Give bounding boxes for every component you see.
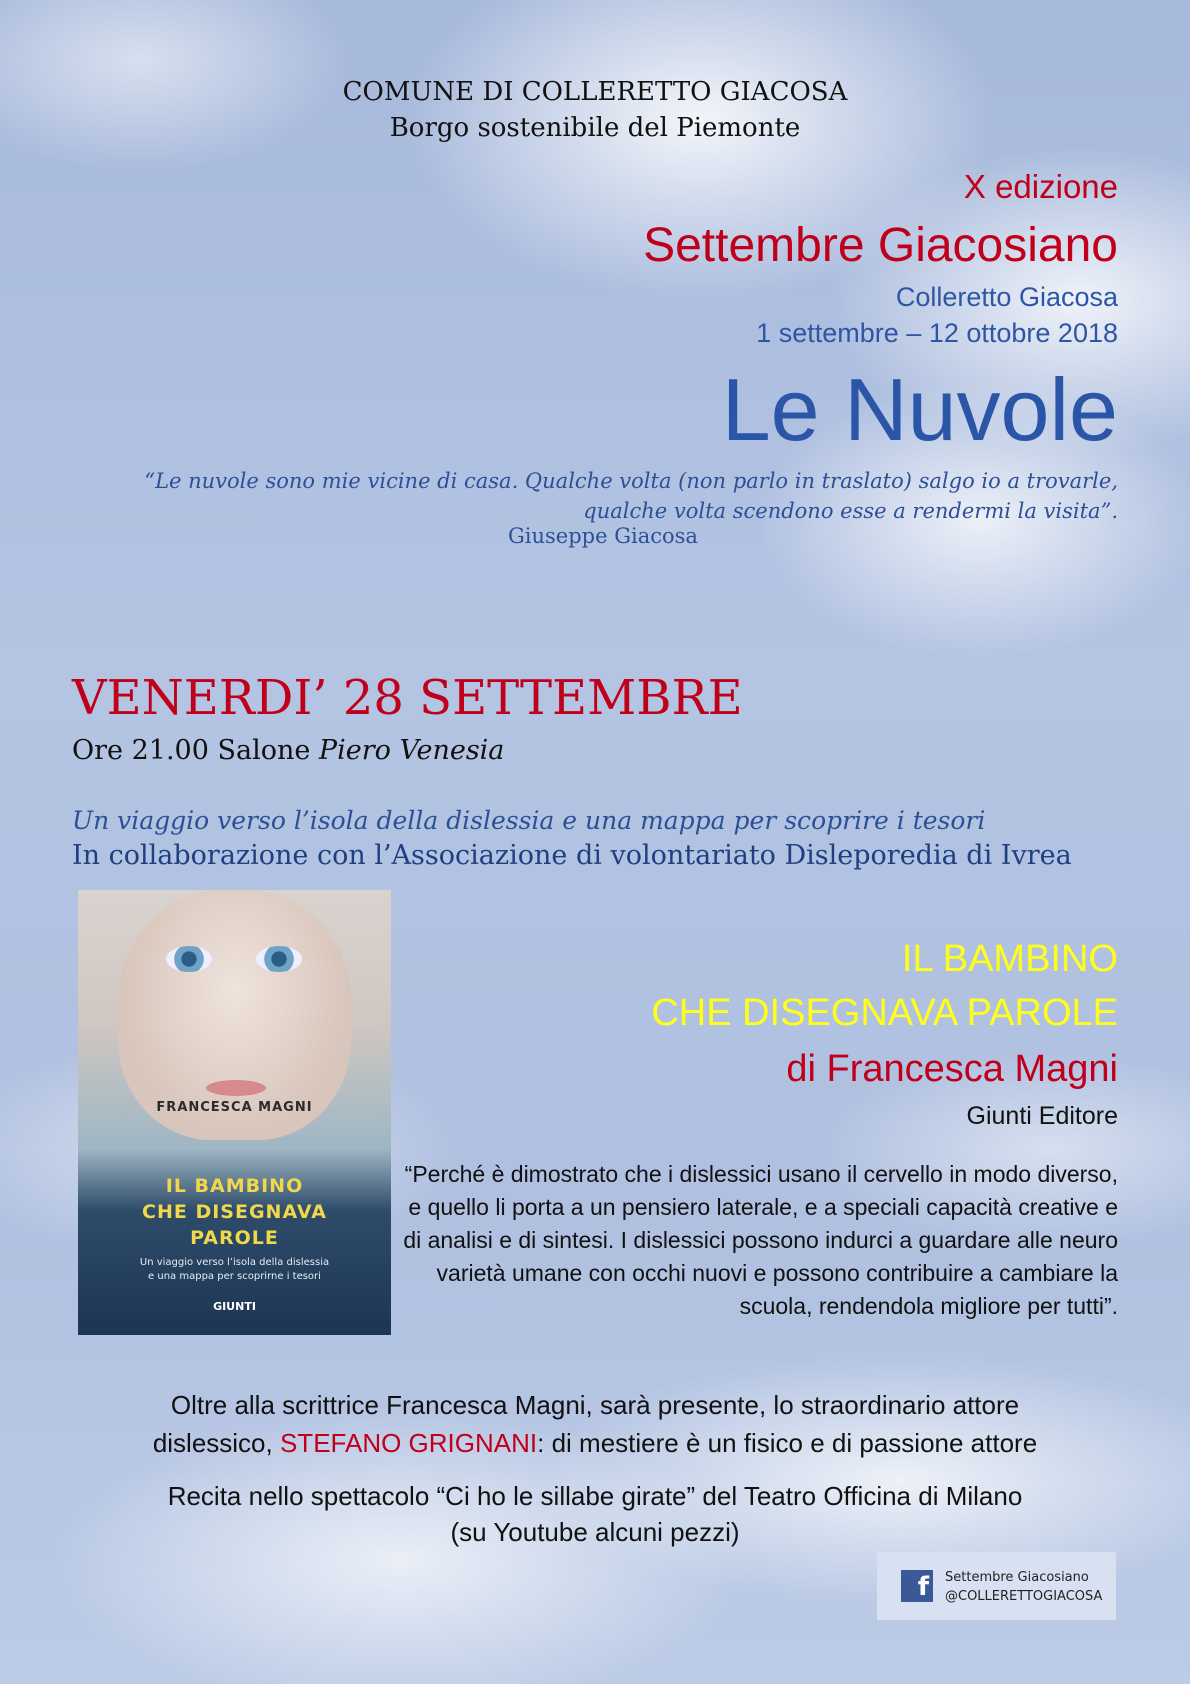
municipality-tagline: Borgo sostenibile del Piemonte <box>389 113 801 143</box>
cover-subtitle: Un viaggio verso l’isola della dislessia e una mappa per scoprirne i tesori <box>139 1257 330 1282</box>
facebook-icon: f <box>901 1570 933 1602</box>
facebook-badge[interactable] <box>877 1552 1116 1620</box>
guest-announcement <box>0 1386 1190 1462</box>
guest-name: STEFANO GRIGNANI <box>279 1428 538 1458</box>
cover-author: FRANCESCA MAGNI <box>156 1100 313 1115</box>
facebook-page-name: Settembre Giacosiano <box>945 1570 1089 1585</box>
show-line-1: Recita nello spettacolo “Ci ho le sillabe girate” del Teatro Officina di Milano <box>167 1481 1023 1511</box>
quote-author: Giuseppe Giacosa <box>508 524 698 548</box>
book-quote: “Perché è dimostrato che i dislessici usano il cervello in modo diverso, e quello li porta a un pensiero laterale, e a speciali capacità creative e di analisi e di sintesi. I dislessici possono indurci a guardare alle neuro varietà umane con occhi nuovi e possono contribuire a cambiare la scuola, rendendola migliore per tutti”. <box>403 1161 1118 1319</box>
giacosa-quote <box>138 466 1118 526</box>
guest-suffix: : di mestiere è un fisico e di passione attore <box>537 1428 1038 1458</box>
book-cover-image <box>78 890 391 1335</box>
guest-line-2 <box>0 1424 1190 1462</box>
festival-place: Colleretto Giacosa <box>895 282 1118 312</box>
event-time-prefix: Ore 21.00 Salone <box>72 735 319 766</box>
show-info <box>0 1478 1190 1550</box>
event-time <box>72 735 504 766</box>
event-day: VENERDI’ 28 SETTEMBRE <box>72 670 743 726</box>
facebook-handle: @COLLERETTOGIACOSA <box>945 1589 1103 1604</box>
show-line-2: (su Youtube alcuni pezzi) <box>450 1517 740 1547</box>
book-publisher: Giunti Editore <box>966 1102 1118 1130</box>
quote-line-1: “Le nuvole sono mie vicine di casa. Qualche volta (non parlo in traslato) salgo io a trovarle, <box>144 469 1118 493</box>
festival-dates: 1 settembre – 12 ottobre 2018 <box>756 318 1118 348</box>
book-title-line-2: CHE DISEGNAVA PAROLE <box>651 992 1118 1034</box>
event-venue: Piero Venesia <box>318 735 505 766</box>
edition-label: X edizione <box>963 168 1118 205</box>
cover-mouth <box>206 1080 266 1096</box>
festival-name: Settembre Giacosiano <box>643 219 1118 272</box>
cover-title: IL BAMBINO CHE DISEGNAVA PAROLE <box>142 1175 327 1249</box>
guest-line-1: Oltre alla scrittrice Francesca Magni, sarà presente, lo straordinario attore <box>170 1390 1020 1420</box>
book-author: di Francesca Magni <box>786 1048 1118 1090</box>
quote-line-2: qualche volta scendono esse a rendermi la visita”. <box>583 499 1118 523</box>
event-subtitle: Un viaggio verso l’isola della dislessia e una mappa per scoprire i tesori <box>72 806 986 835</box>
guest-prefix: dislessico, <box>152 1428 280 1458</box>
event-collaboration: In collaborazione con l’Associazione di volontariato Disleporedia di Ivrea <box>72 840 1072 871</box>
header <box>0 74 1190 146</box>
festival-theme: Le Nuvole <box>721 360 1118 459</box>
cover-publisher: GIUNTI <box>213 1300 256 1313</box>
municipality-name: COMUNE DI COLLERETTO GIACOSA <box>342 77 848 107</box>
cover-eye-left <box>166 946 212 972</box>
book-title-line-1: IL BAMBINO <box>901 938 1118 980</box>
cover-eye-right <box>256 946 302 972</box>
